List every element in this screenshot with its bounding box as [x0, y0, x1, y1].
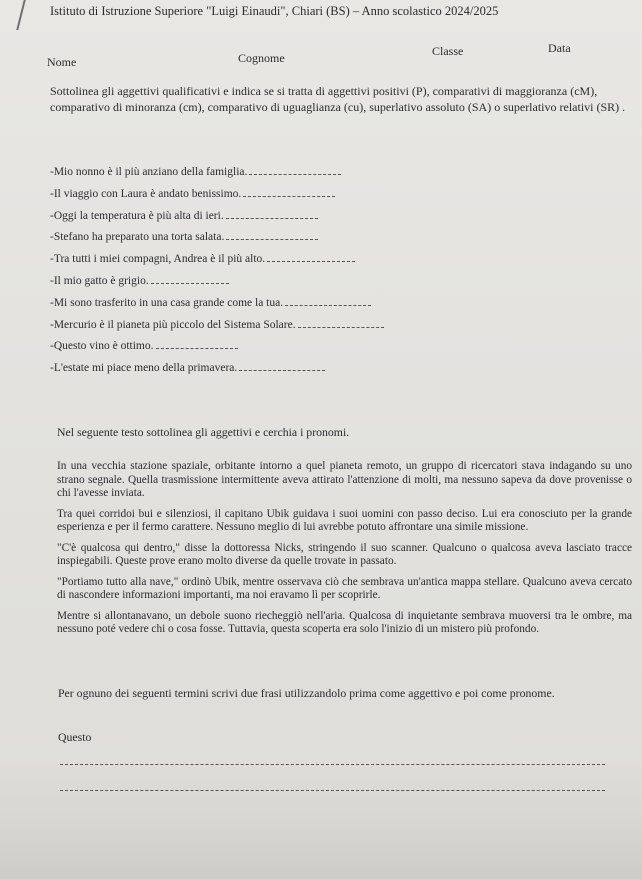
- answer-line-2[interactable]: [60, 790, 605, 791]
- term-questo: Questo: [58, 730, 92, 744]
- sentence-row: [50, 275, 450, 297]
- answer-blank[interactable]: [267, 261, 355, 262]
- story-paragraph: Tra quei corridoi bui e silenziosi, il capitano Ubik guidava i suoi uomini con passo deciso. Lui era conosciuto per la grande esperienza e per il fermo carattere. Nessuno meglio di lui avrebbe potuto affrontare una simile missione.: [57, 507, 632, 533]
- answer-blank[interactable]: [243, 196, 335, 197]
- answer-blank[interactable]: [226, 218, 318, 219]
- sentence-text: -Stefano ha preparato una torta salata.: [50, 231, 225, 244]
- nome-label: Nome: [47, 55, 77, 69]
- sentence-text: -Il mio gatto è grigio.: [50, 274, 149, 287]
- answer-blank[interactable]: [239, 370, 325, 371]
- sentence-row: [50, 166, 450, 188]
- sentence-row: [50, 231, 450, 253]
- school-header: Istituto di Istruzione Superiore "Luigi Einaudi", Chiari (BS) – Anno scolastico 2024/2025: [50, 4, 499, 18]
- answer-blank[interactable]: [298, 327, 384, 328]
- sentence-row: [50, 188, 450, 210]
- sentence-row: [50, 340, 450, 362]
- exercise3-instruction: Per ognuno dei seguenti termini scrivi due frasi utilizzandolo prima come aggettivo e poi come pronome.: [58, 686, 555, 700]
- story-paragraph: "C'è qualcosa qui dentro," disse la dottoressa Nicks, stringendo il suo scanner. Qualcuno o qualcosa aveva lasciato tracce inspiegabili. Queste prove erano molto diverse da quelle trovate in passato.: [57, 541, 632, 567]
- sentence-row: [50, 297, 450, 319]
- answer-blank[interactable]: [151, 283, 229, 284]
- answer-blank[interactable]: [226, 239, 318, 240]
- story-paragraph: In una vecchia stazione spaziale, orbitante intorno a quel pianeta remoto, un gruppo di ricercatori stava indagando su uno strano segnale. Quella trasmissione intermittente aveva attirato l'attenzione di molti, ma nessuno sapeva da dove provenisse o chi l'avesse inviata.: [57, 460, 632, 499]
- sentence-row: [50, 362, 450, 384]
- data-label: Data: [548, 41, 571, 55]
- answer-blank[interactable]: [249, 174, 341, 175]
- exercise2-instruction: Nel seguente testo sottolinea gli aggettivi e cerchia i pronomi.: [57, 425, 350, 439]
- sentence-row: [50, 210, 450, 232]
- exercise2-story: [57, 460, 632, 644]
- sentence-text: -Mercurio è il pianeta più piccolo del Sistema Solare.: [50, 318, 296, 331]
- story-paragraph: Mentre si allontanavano, un debole suono riecheggiò nell'aria. Qualcosa di inquietante sembrava muoversi tra le ombre, ma nessuno poté vedere chi o cosa fosse. Tuttavia, questa scoperta era solo l'inizio di un mistero più profondo.: [57, 609, 632, 635]
- answer-blank[interactable]: [285, 305, 371, 306]
- sentence-text: -Tra tutti i miei compagni, Andrea è il più alto.: [50, 253, 266, 266]
- story-paragraph: "Portiamo tutto alla nave," ordinò Ubik, mentre osservava ciò che sembrava un'antica mappa stellare. Qualcuno aveva cercato di nascondere informazioni importanti, ma noi eravamo lì per scoprirle.: [57, 575, 632, 601]
- paper-shadow: [0, 760, 642, 879]
- sentence-text: -Questo vino è ottimo.: [50, 340, 154, 353]
- sentence-text: -Oggi la temperatura è più alta di ieri.: [50, 209, 224, 222]
- sentence-row: [50, 253, 450, 275]
- sentence-text: -L'estate mi piace meno della primavera.: [50, 362, 238, 375]
- sentence-text: -Mi sono trasferito in una casa grande come la tua.: [50, 296, 284, 309]
- cognome-label: Cognome: [238, 51, 285, 65]
- exercise1-list: [50, 166, 450, 384]
- sentence-row: [50, 319, 450, 341]
- exercise1-instruction: Sottolinea gli aggettivi qualificativi e indica se si tratta di aggettivi positivi (P), comparativi di maggioranza (cM), comparativo di minoranza (cm), comparativo di uguaglianza (cu), superlativo assoluto (SA) o superlativo relativi (SR) .: [50, 84, 626, 114]
- sentence-text: -Mio nonno è il più anziano della famiglia.: [50, 166, 248, 178]
- classe-label: Classe: [432, 44, 464, 58]
- sentence-text: -Il viaggio con Laura è andato benissimo.: [50, 187, 242, 200]
- answer-blank[interactable]: [156, 348, 238, 349]
- answer-line-1[interactable]: [60, 764, 605, 765]
- pen-mark: [16, 0, 31, 30]
